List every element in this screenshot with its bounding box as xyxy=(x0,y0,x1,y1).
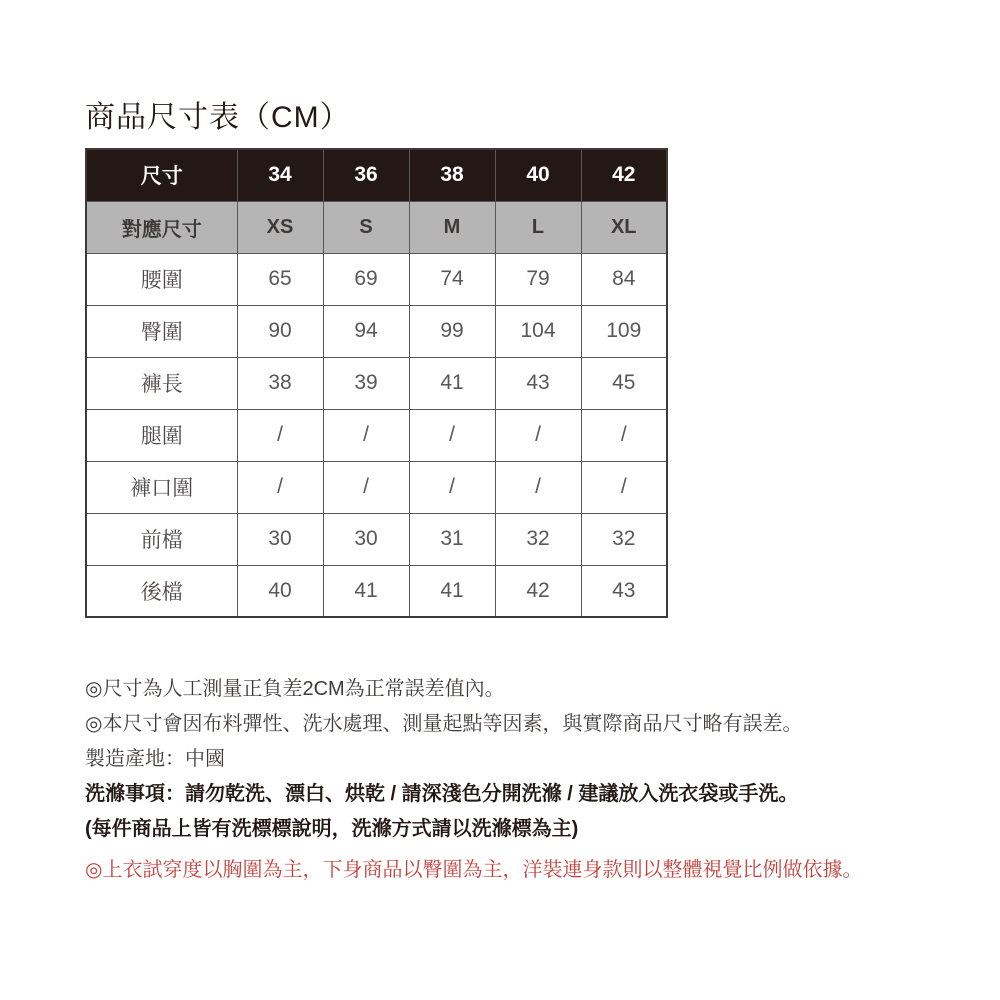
table-row-leg-opening xyxy=(86,461,667,513)
note-fit-guideline: ◎上衣試穿度以胸圍為主，下身商品以臀圍為主，洋裝連身款則以整體視覺比例做依據。 xyxy=(85,859,863,881)
row-label: 前檔 xyxy=(86,513,237,565)
cell-value: 41 xyxy=(409,565,495,617)
cell-value: 39 xyxy=(323,357,409,409)
cell-value: 84 xyxy=(581,253,667,305)
note-washing-label: (每件商品上皆有洗標標說明，洗滌方式請以洗滌標為主) xyxy=(85,818,579,840)
footnotes xyxy=(85,672,945,888)
page-title: 商品尺寸表（CM） xyxy=(85,101,351,134)
cell-value: 32 xyxy=(581,513,667,565)
subheader-label: 對應尺寸 xyxy=(86,201,237,253)
note-measure-tolerance: ◎尺寸為人工測量正負差2CM為正常誤差值內。 xyxy=(85,678,505,700)
cell-value: 41 xyxy=(323,565,409,617)
cell-value: 90 xyxy=(237,305,323,357)
cell-value: 104 xyxy=(495,305,581,357)
cell-value: 30 xyxy=(323,513,409,565)
table-row-back-rise xyxy=(86,565,667,617)
cell-value: 69 xyxy=(323,253,409,305)
cell-value: 40 xyxy=(237,565,323,617)
header-size-value: 38 xyxy=(409,149,495,201)
row-label: 腿圍 xyxy=(86,409,237,461)
cell-value: 109 xyxy=(581,305,667,357)
row-label: 後檔 xyxy=(86,565,237,617)
cell-value: / xyxy=(237,461,323,513)
header-size-label: 尺寸 xyxy=(86,149,237,201)
cell-value: 43 xyxy=(581,565,667,617)
cell-value: 99 xyxy=(409,305,495,357)
cell-value: / xyxy=(581,461,667,513)
header-size-value: 42 xyxy=(581,149,667,201)
subheader-value: S xyxy=(323,201,409,253)
size-table-header-row xyxy=(86,149,667,201)
cell-value: 30 xyxy=(237,513,323,565)
table-row-thigh xyxy=(86,409,667,461)
header-size-value: 34 xyxy=(237,149,323,201)
table-row-hip xyxy=(86,305,667,357)
subheader-value: L xyxy=(495,201,581,253)
subheader-value: XS xyxy=(237,201,323,253)
cell-value: 31 xyxy=(409,513,495,565)
row-label: 褲口圍 xyxy=(86,461,237,513)
table-row-waist xyxy=(86,253,667,305)
cell-value: / xyxy=(323,409,409,461)
cell-value: 94 xyxy=(323,305,409,357)
note-washing-instructions: 洗滌事項：請勿乾洗、漂白、烘乾 / 請深淺色分開洗滌 / 建議放入洗衣袋或手洗。 xyxy=(85,783,799,805)
cell-value: 42 xyxy=(495,565,581,617)
note-fabric-variance: ◎本尺寸會因布料彈性、洗水處理、測量起點等因素，與實際商品尺寸略有誤差。 xyxy=(85,713,803,735)
cell-value: / xyxy=(409,409,495,461)
table-row-pants-length xyxy=(86,357,667,409)
cell-value: / xyxy=(495,461,581,513)
subheader-value: XL xyxy=(581,201,667,253)
cell-value: 65 xyxy=(237,253,323,305)
size-table xyxy=(85,148,668,618)
cell-value: / xyxy=(237,409,323,461)
cell-value: / xyxy=(581,409,667,461)
table-row-front-rise xyxy=(86,513,667,565)
row-label: 臀圍 xyxy=(86,305,237,357)
cell-value: / xyxy=(409,461,495,513)
header-size-value: 36 xyxy=(323,149,409,201)
cell-value: / xyxy=(323,461,409,513)
cell-value: 79 xyxy=(495,253,581,305)
cell-value: 41 xyxy=(409,357,495,409)
note-origin: 製造產地：中國 xyxy=(85,748,225,770)
row-label: 腰圍 xyxy=(86,253,237,305)
cell-value: 45 xyxy=(581,357,667,409)
cell-value: 43 xyxy=(495,357,581,409)
size-table-subheader-row xyxy=(86,201,667,253)
cell-value: 38 xyxy=(237,357,323,409)
subheader-value: M xyxy=(409,201,495,253)
cell-value: 32 xyxy=(495,513,581,565)
cell-value: / xyxy=(495,409,581,461)
cell-value: 74 xyxy=(409,253,495,305)
header-size-value: 40 xyxy=(495,149,581,201)
row-label: 褲長 xyxy=(86,357,237,409)
